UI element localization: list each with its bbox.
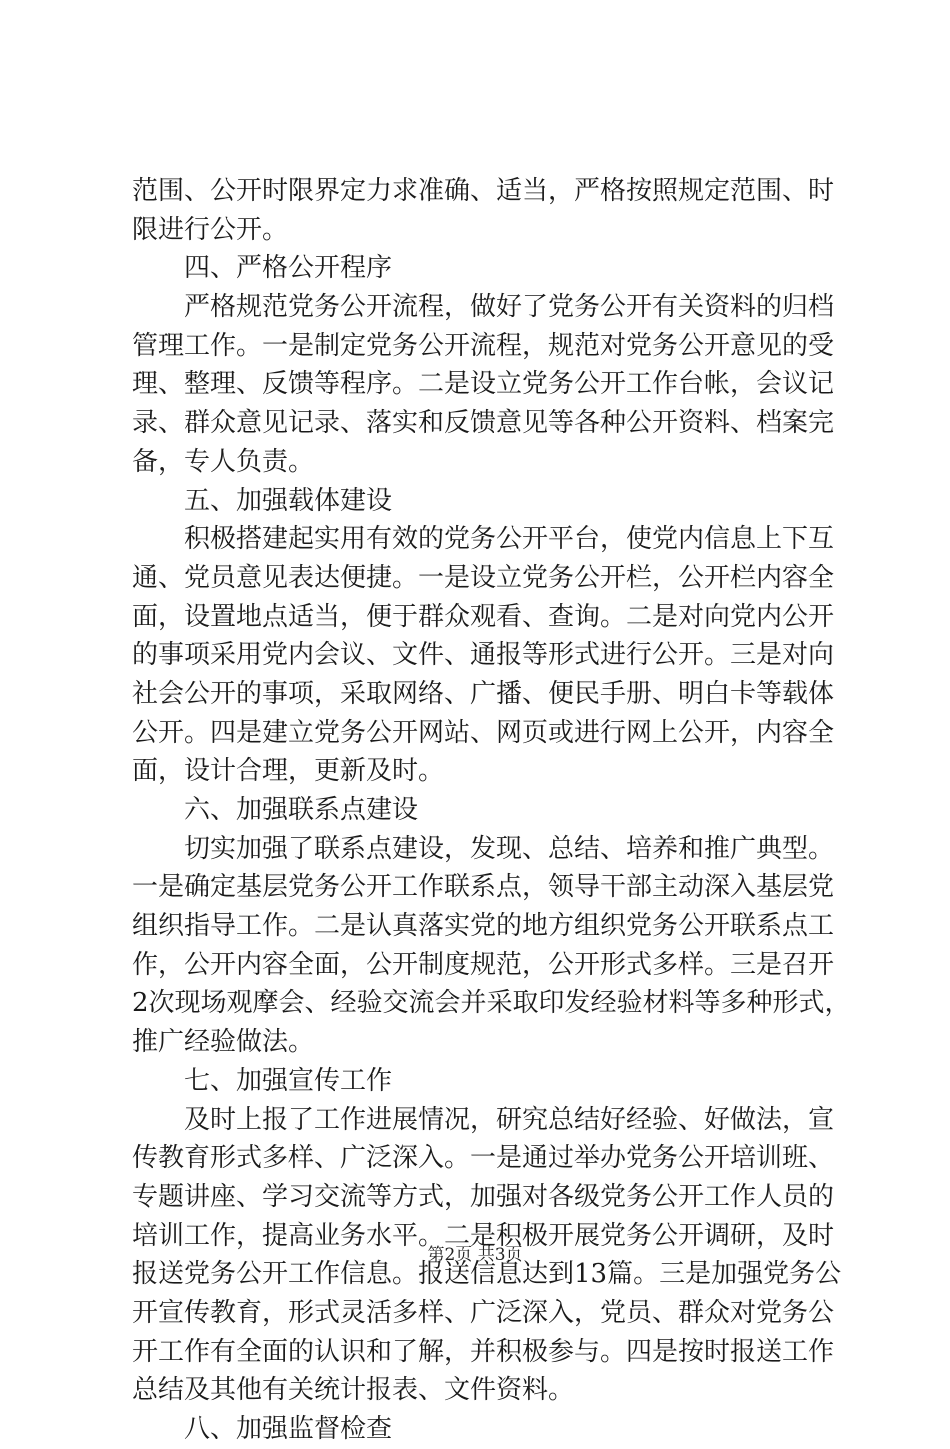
text-line: 七、加强宣传工作 <box>184 1065 393 1096</box>
text-line: 培训工作，提高业务水平。二是积极开展党务公开调研，及时 <box>132 1220 835 1251</box>
text-line: 面，设置地点适当，便于群众观看、查询。二是对向党内公开 <box>132 601 835 632</box>
text-line: 开宣传教育，形式灵活多样、广泛深入，党员、群众对党务公 <box>132 1297 835 1328</box>
text-line: 及时上报了工作进展情况，研究总结好经验、好做法，宣 <box>184 1104 835 1135</box>
text-line: 总结及其他有关统计报表、文件资料。 <box>132 1375 575 1406</box>
text-line: 面，设计合理，更新及时。 <box>132 756 445 787</box>
text-line: 八、加强监督检查 <box>184 1414 393 1444</box>
text-line: 传教育形式多样、广泛深入。一是通过举办党务公开培训班、 <box>132 1143 835 1174</box>
text-line: 五、加强载体建设 <box>184 485 393 516</box>
page-number: 第2页 共3页 <box>427 1245 523 1265</box>
text-line: 公开。四是建立党务公开网站、网页或进行网上公开，内容全 <box>132 717 835 748</box>
text-line: 严格规范党务公开流程，做好了党务公开有关资料的归档 <box>184 292 835 323</box>
text-line: 报送党务公开工作信息。报送信息达到13篇。三是加强党务公 <box>132 1259 842 1290</box>
text-line: 录、群众意见记录、落实和反馈意见等各种公开资料、档案完 <box>132 408 835 439</box>
text-line: 理、整理、反馈等程序。二是设立党务公开工作台帐，会议记 <box>132 369 835 400</box>
text-line: 管理工作。一是制定党务公开流程，规范对党务公开意见的受 <box>132 330 835 361</box>
text-line: 四、严格公开程序 <box>184 253 393 284</box>
text-line: 通、党员意见表达便捷。一是设立党务公开栏，公开栏内容全 <box>132 562 835 593</box>
text-line: 范围、公开时限界定力求准确、适当，严格按照规定范围、时 <box>132 176 835 206</box>
text-line: 的事项采用党内会议、文件、通报等形式进行公开。三是对向 <box>132 640 835 671</box>
text-line: 切实加强了联系点建设，发现、总结、培养和推广典型。 <box>184 833 835 864</box>
text-line: 组织指导工作。二是认真落实党的地方组织党务公开联系点工 <box>132 911 835 942</box>
text-line: 六、加强联系点建设 <box>184 795 419 825</box>
text-line: 2次现场观摩会、经验交流会并采取印发经验材料等多种形式， <box>132 988 851 1019</box>
text-line: 专题讲座、学习交流等方式，加强对各级党务公开工作人员的 <box>132 1181 835 1212</box>
text-line: 一是确定基层党务公开工作联系点，领导干部主动深入基层党 <box>132 872 835 903</box>
text-line: 社会公开的事项，采取网络、广播、便民手册、明白卡等载体 <box>132 678 835 709</box>
text-line: 限进行公开。 <box>132 214 289 245</box>
text-line: 作，公开内容全面，公开制度规范，公开形式多样。三是召开 <box>132 949 835 980</box>
text-line: 开工作有全面的认识和了解，并积极参与。四是按时报送工作 <box>132 1336 835 1367</box>
text-line: 积极搭建起实用有效的党务公开平台，使党内信息上下互 <box>184 524 835 555</box>
text-line: 备，专人负责。 <box>132 446 315 477</box>
text-line: 推广经验做法。 <box>132 1027 315 1058</box>
